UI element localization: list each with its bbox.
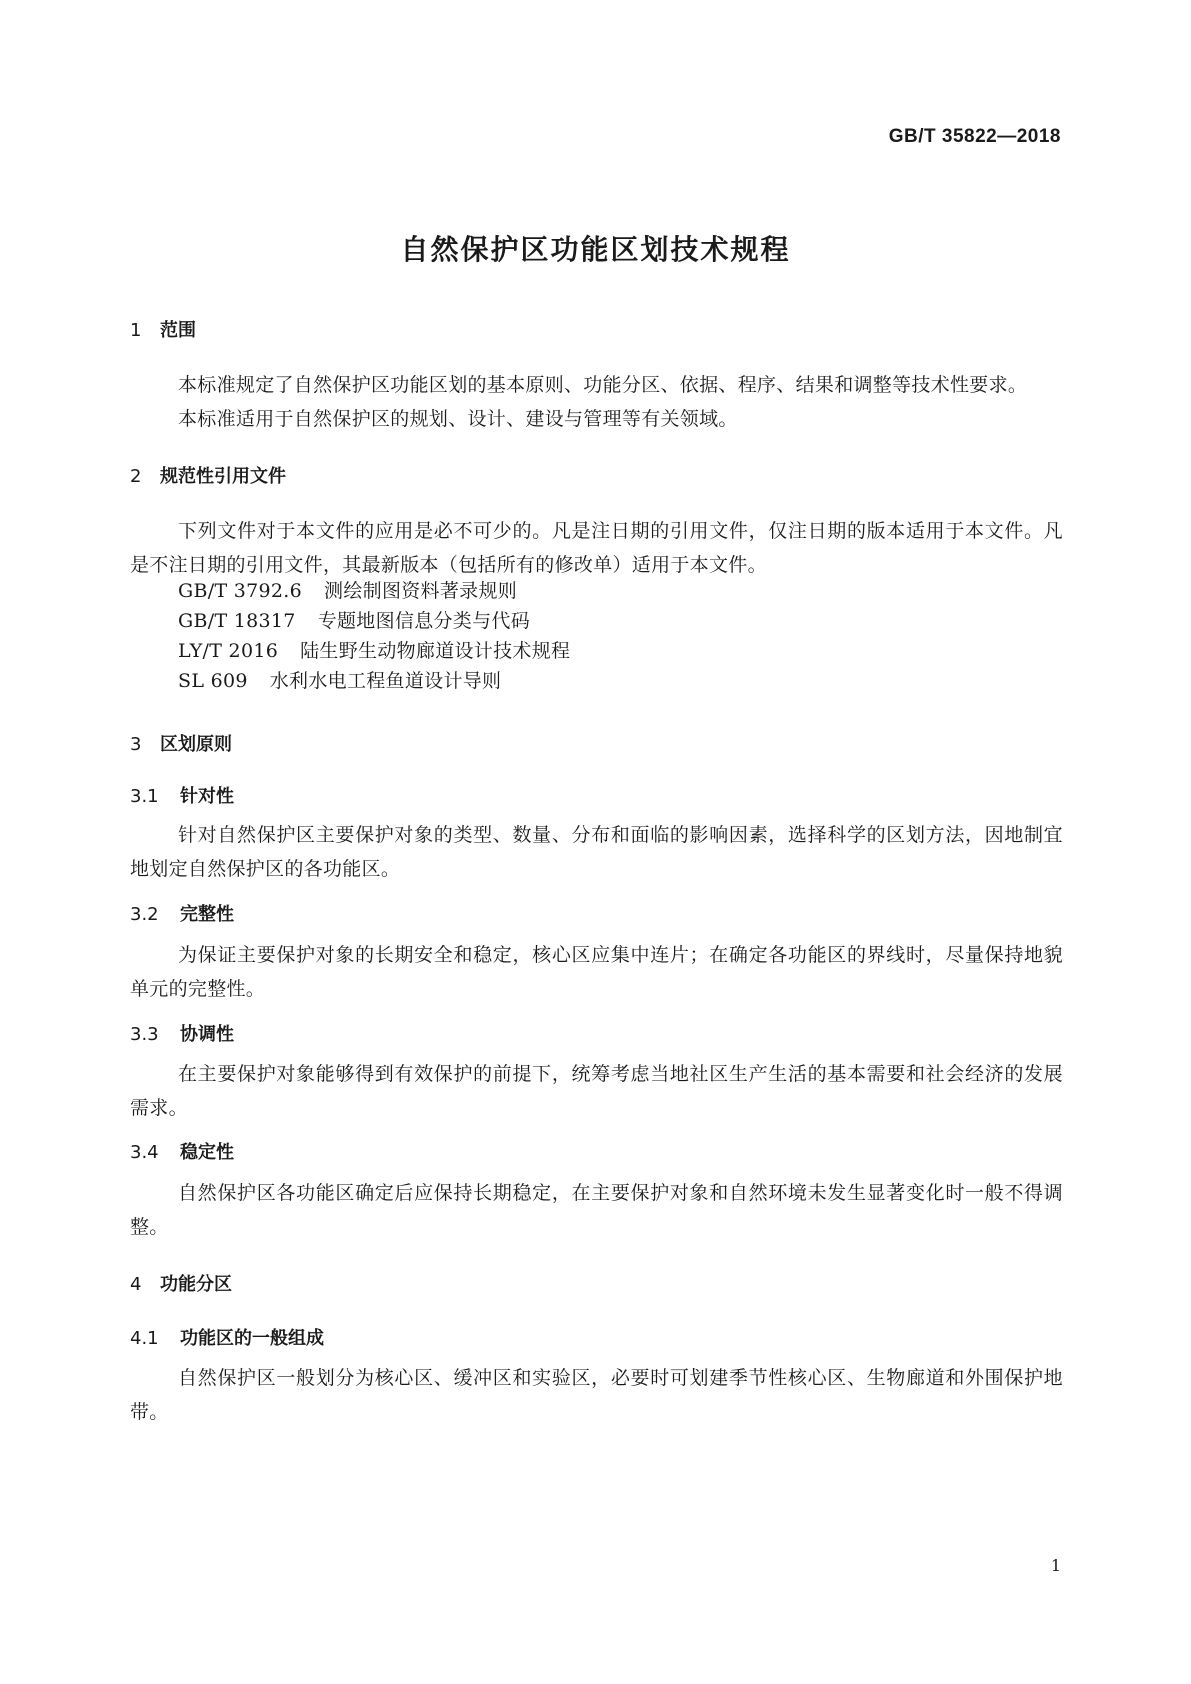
subsection-3-3-text: 在主要保护对象能够得到有效保护的前提下，统筹考虑当地社区生产生活的基本需要和社会经济的发展需求。 — [130, 1063, 1063, 1119]
standard-code: GB/T 35822—2018 — [888, 126, 1061, 147]
section-title: 区划原则 — [160, 734, 232, 755]
subsection-number: 4.1 — [130, 1328, 159, 1349]
section-title: 规范性引用文件 — [160, 466, 286, 487]
subsection-number: 3.1 — [130, 786, 159, 807]
reference-title: 水利水电工程鱼道设计导则 — [269, 670, 502, 692]
section-3-heading — [130, 730, 232, 756]
subsection-3-3-heading — [130, 1020, 234, 1046]
subsection-number: 3.4 — [130, 1142, 159, 1163]
subsection-number: 3.3 — [130, 1024, 159, 1045]
subsection-title: 完整性 — [180, 904, 234, 925]
subsection-3-4-text: 自然保护区各功能区确定后应保持长期稳定，在主要保护对象和自然环境未发生显著变化时一般不得调整。 — [130, 1182, 1063, 1238]
reference-item — [178, 604, 530, 638]
subsection-3-2-heading — [130, 900, 234, 926]
subsection-3-4-heading — [130, 1138, 234, 1164]
subsection-title: 针对性 — [180, 786, 234, 807]
document-title: 自然保护区功能区划技术规程 — [400, 233, 791, 266]
section-1-paragraph-1: 本标准规定了自然保护区功能区划的基本原则、功能分区、依据、程序、结果和调整等技术性要求。 — [178, 374, 1028, 396]
subsection-title: 协调性 — [180, 1024, 234, 1045]
section-number: 3 — [130, 734, 142, 755]
section-2-heading — [130, 462, 286, 488]
subsection-title: 稳定性 — [180, 1142, 234, 1163]
section-number: 4 — [130, 1274, 142, 1295]
subsection-3-1-text: 针对自然保护区主要保护对象的类型、数量、分布和面临的影响因素，选择科学的区划方法，因地制宜地划定自然保护区的各功能区。 — [130, 824, 1063, 880]
section-title: 功能分区 — [160, 1274, 232, 1295]
reference-title: 陆生野生动物廊道设计技术规程 — [300, 640, 571, 662]
subsection-title: 功能区的一般组成 — [180, 1328, 324, 1349]
subsection-4-1-text: 自然保护区一般划分为核心区、缓冲区和实验区，必要时可划建季节性核心区、生物廊道和外围保护地带。 — [130, 1367, 1063, 1423]
reference-title: 专题地图信息分类与代码 — [317, 610, 531, 632]
section-number: 2 — [130, 466, 142, 487]
reference-item — [178, 634, 570, 668]
section-title: 范围 — [160, 320, 196, 341]
reference-title: 测绘制图资料著录规则 — [324, 580, 518, 602]
section-4-heading — [130, 1270, 232, 1296]
reference-item — [178, 664, 501, 698]
subsection-number: 3.2 — [130, 904, 159, 925]
reference-code: GB/T 18317 — [178, 610, 296, 632]
subsection-3-2-text: 为保证主要保护对象的长期安全和稳定，核心区应集中连片；在确定各功能区的界线时，尽量保持地貌单元的完整性。 — [130, 944, 1063, 1000]
section-1-paragraph-2: 本标准适用于自然保护区的规划、设计、建设与管理等有关领域。 — [178, 408, 738, 430]
subsection-3-1-heading — [130, 782, 234, 808]
section-2-intro: 下列文件对于本文件的应用是必不可少的。凡是注日期的引用文件，仅注日期的版本适用于本文件。凡是不注日期的引用文件，其最新版本（包括所有的修改单）适用于本文件。 — [130, 520, 1063, 576]
page-number: 1 — [1050, 1556, 1061, 1575]
subsection-4-1-heading — [130, 1324, 324, 1350]
section-number: 1 — [130, 320, 142, 341]
reference-code: SL 609 — [178, 670, 248, 692]
reference-item — [178, 574, 517, 608]
reference-code: GB/T 3792.6 — [178, 580, 303, 602]
section-1-heading — [130, 316, 196, 342]
reference-code: LY/T 2016 — [178, 640, 279, 662]
